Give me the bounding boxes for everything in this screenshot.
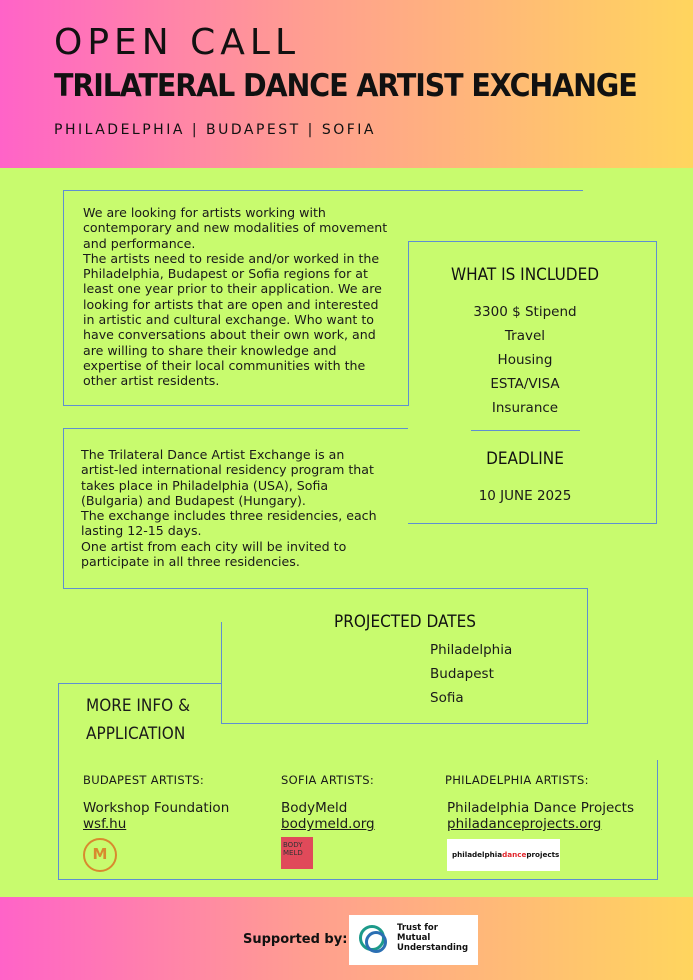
- program-line: takes place in Philadelphia (USA), Sofia: [81, 477, 329, 493]
- pdp-logo-text: philadelphiadanceprojects: [452, 850, 560, 859]
- frame-line: [471, 430, 580, 431]
- workshop-foundation-logo: [83, 838, 117, 872]
- frame-line: [63, 405, 408, 406]
- intro-line: other artist residents.: [83, 373, 220, 389]
- intro-text: [83, 205, 387, 389]
- frame-line: [587, 588, 588, 724]
- deadline-heading: DEADLINE: [486, 449, 564, 469]
- intro-line: and performance.: [83, 235, 196, 251]
- program-line: lasting 12-15 days.: [81, 523, 202, 539]
- frame-line: [63, 190, 583, 191]
- program-line: The exchange includes three residencies, each: [81, 508, 377, 524]
- frame-line: [58, 879, 658, 880]
- more-info-line: APPLICATION: [86, 724, 186, 744]
- header-banner: [0, 0, 693, 168]
- included-list: [410, 300, 640, 420]
- more-info-line: MORE INFO &: [86, 696, 191, 716]
- bodymeld-logo: [281, 837, 313, 869]
- wsf-logo-mark: M: [92, 845, 108, 863]
- intro-line: The artists need to reside and/or worked in the: [83, 250, 380, 266]
- sofia-label: SOFIA ARTISTS:: [281, 773, 375, 787]
- sofia-org: BodyMeld: [281, 800, 348, 816]
- philadelphia-dance-projects-logo: [447, 839, 560, 871]
- frame-line: [408, 241, 657, 242]
- deadline-date: 10 JUNE 2025: [478, 488, 572, 504]
- intro-line: We are looking for artists working with: [83, 205, 326, 220]
- budapest-label: BUDAPEST ARTISTS:: [83, 773, 205, 787]
- trust-mutual-understanding-logo: [349, 915, 478, 965]
- program-line: One artist from each city will be invited to: [81, 538, 347, 554]
- bodymeld-logo-text: BODY MELD: [283, 841, 303, 857]
- city-cell: Sofia: [430, 690, 464, 706]
- frame-line: [221, 622, 222, 724]
- frame-line: [63, 428, 408, 429]
- included-item: ESTA/VISA: [490, 376, 560, 392]
- frame-line: [63, 588, 588, 589]
- intro-line: Philadelphia, Budapest or Sofia regions for at: [83, 266, 368, 282]
- more-info-heading: [86, 692, 190, 748]
- program-line: The Trilateral Dance Artist Exchange is an: [81, 447, 345, 462]
- intro-line: have conversations about their own work, and: [83, 327, 376, 343]
- frame-line: [408, 523, 657, 524]
- philadelphia-org: Philadelphia Dance Projects: [447, 800, 635, 816]
- intro-line: looking for artists that are open and interested: [83, 296, 379, 312]
- philadelphia-link[interactable]: philadanceprojects.org: [447, 816, 602, 832]
- intro-line: least one year prior to their application. We are: [83, 281, 382, 297]
- philadelphia-label: PHILADELPHIA ARTISTS:: [445, 773, 589, 787]
- frame-line: [221, 723, 588, 724]
- included-item: Travel: [504, 328, 546, 344]
- frame-line: [63, 190, 64, 405]
- projected-dates-heading: PROJECTED DATES: [334, 612, 476, 632]
- intro-line: in artistic and cultural exchange. Who want to: [83, 312, 374, 328]
- program-line: (Bulgaria) and Budapest (Hungary).: [81, 492, 306, 508]
- city-cell: Budapest: [430, 666, 494, 682]
- city-cell: Philadelphia: [430, 642, 513, 658]
- frame-line: [63, 428, 64, 588]
- included-item: Insurance: [491, 400, 559, 416]
- frame-line: [58, 683, 59, 880]
- intro-line: expertise of their local communities with the: [83, 357, 366, 373]
- frame-line: [657, 760, 658, 880]
- program-line: participate in all three residencies.: [81, 554, 300, 570]
- page-title: TRILATERAL DANCE ARTIST EXCHANGE: [54, 68, 637, 104]
- budapest-org: Workshop Foundation: [83, 800, 230, 816]
- intro-line: are willing to share their knowledge and: [83, 342, 337, 358]
- sofia-link[interactable]: bodymeld.org: [281, 816, 375, 832]
- supported-by-label: Supported by:: [243, 932, 348, 947]
- frame-line: [656, 241, 657, 524]
- frame-line: [58, 683, 221, 684]
- budapest-link[interactable]: wsf.hu: [83, 816, 127, 832]
- frame-line: [408, 241, 409, 406]
- tmu-ring-icon: [365, 931, 387, 953]
- cities-subtitle: PHILADELPHIA | BUDAPEST | SOFIA: [54, 122, 376, 138]
- intro-line: contemporary and new modalities of movement: [83, 220, 388, 236]
- open-call-heading: OPEN CALL: [54, 22, 301, 63]
- included-item: 3300 $ Stipend: [473, 304, 577, 320]
- included-heading: WHAT IS INCLUDED: [450, 265, 600, 285]
- program-line: artist-led international residency program that: [81, 462, 374, 478]
- included-item: Housing: [497, 352, 553, 368]
- program-text: [81, 447, 377, 569]
- tmu-logo-text: Trust for Mutual Understanding: [397, 923, 469, 953]
